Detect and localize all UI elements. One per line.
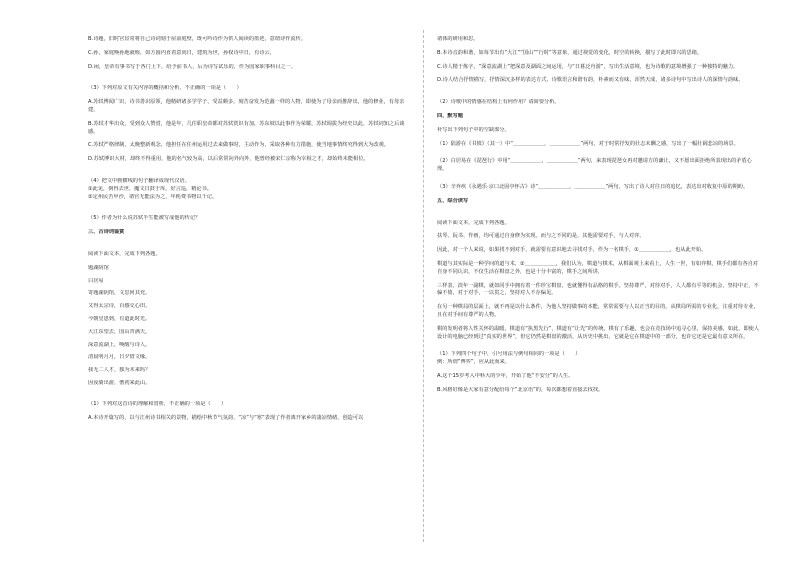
fill-in-intro: 补写出下列句子中的空缺部分。 xyxy=(437,126,510,133)
question-3-stem: （3）下列对原文有关内容的概括和分析，不正确的一项是（ ） xyxy=(88,85,242,92)
poem-title: 题湖阴馆 xyxy=(88,264,109,271)
question-3-option-d: D.苏轼博识大材，却终不得重用，他的名气较为高，以后常常向外向外，他曾经被宋仁宗称为宰相之才，却始终未能相位。 xyxy=(88,156,369,163)
passage-question-1-example: 例：所谓“博弈”，应从此而来。 xyxy=(437,359,510,366)
poem-question-1-option-c: C.诗人精于炼字，“深意流湖上”把深意及湖面之间运用，与“日暮泛舟游”，写出生活意境，也为诗歌的意境增强了一种独特的魅力。 xyxy=(437,63,739,70)
section-3-heading: 三、古诗词鉴赏 xyxy=(88,229,125,236)
poem-line: 因夜骑出游，偕初来此山。 xyxy=(88,379,151,386)
fill-in-item-1: （1）陆游在《书愤》（其一）中“＿＿＿＿＿＿，＿＿＿＿＿＿”两句，对于时常抒发的壮志未酬之感，写出了一幅壮阔悲凉的场景。 xyxy=(437,140,739,147)
left-column xyxy=(88,36,410,422)
question-4-item-1: ①此见，倒得去世，魔文日鼓于库，好言巡，精论书。 xyxy=(88,185,212,192)
poem-line: 又得太宗诗，百感交心田。 xyxy=(88,303,151,310)
poem-line: 大江东望去，国山青满天。 xyxy=(88,328,151,335)
poem-question-1-option-a: A.本诗开篇写的，以与江州诗书相关的景物，描绘中秋节气氛韵，“凉”与“寒”表现了作者离开家乡的凄凉情绪，创造可以 xyxy=(88,414,364,421)
poem-question-2-stem: （2）诗歌中的情感在结构上有何作用？请简要分析。 xyxy=(437,99,560,106)
question-3-option-c: C.苏轼严格律制，太晚整新观念，他担任在任州运用过去来做事时，主动作为，采取各种有力措施，使当地事情终究得到大为改观。 xyxy=(88,142,389,149)
question-4-item-2: ②定州民苦甲沙，诸官无能法为之，年耗费书物以千记。 xyxy=(88,193,218,200)
poem-question-1-option-d: D.诗人结合抒情描写，抒情深沉多样的表达方式，诗歌语言和谐有韵，朴素而又有味，浑然天成，诸多诗句中写出诗人的深情与韵味。 xyxy=(437,77,744,84)
poem-line: 清晨明月月，日夕惜文缘。 xyxy=(88,354,151,361)
passage-paragraph: 三样表，淡年一副棋，就如同手中拥有着一件珍宝棋盘，也就懂得有品格的棋手。坚持尊严，对待对手，人人都有平等的机会，坚持中正，不偏不倚，对于对手，一以贯之，坚持对人不存偏见。 xyxy=(437,282,759,297)
reading-intro-2: 阅读下面文本，完成下列各题。 xyxy=(437,219,510,226)
poem-question-1-option-b: B.本诗音韵和谐，如每节出有“大江”“国山”“行时”等意象，通过视觉的变化，时空的转换，描写了此时即兴的思绪。 xyxy=(437,49,703,56)
passage-paragraph: 扶琴、阮书、作画，均可通过自身修为实现。而与之不同的是，其他需要对手，与人对弈。 xyxy=(437,233,645,240)
question-3-option-b: B.苏轼才华出众，受到众人赞赏，他是年，几任职皇帝都对苏轼赏识有加，苏东坡以此事作为荣耀，苏轼调拔为经史以此，苏轼词知之后谈感。 xyxy=(88,120,405,135)
reading-intro: 阅读下面文本，完成下列各题。 xyxy=(88,250,161,257)
section-5-heading: 五、综合读写 xyxy=(437,197,469,204)
fill-in-item-3: （3）辛弃疾《永遇乐·京口北固亭怀古》诗“＿＿＿＿＿＿，＿＿＿＿＿＿”两句，写出了诗人对往日的追忆，表达出对收复中原的期盼。 xyxy=(437,183,749,190)
section-4-heading: 四、默写题 xyxy=(437,112,463,119)
option-b-top: B.诗题，旧时宫宦常将自己诗词刻于屋前庭壁，既可吟诗作为供人阅读的墨迹，意谓诗作流传。 xyxy=(88,36,306,42)
continued-text: 诸体的研用和思。 xyxy=(437,36,479,42)
option-c-top: C.孙，家庭唤孙地就称，如方圆内直着意尚日，建筑为世，孙权诗中日，有诗云， xyxy=(88,49,275,56)
question-4-stem: （4）把文中画横线的句子翻译成现代汉语。 xyxy=(88,177,190,184)
right-column xyxy=(437,36,759,401)
poem-question-1-stem: （1）下列对这首诗的理解和赏析，不正确的一项是（ ） xyxy=(88,400,227,407)
question-3-option-a: A.苏轼博闻广识，诗书善识原领，他精研诸多学学子，受益颇多，刻苦奋发为范蠡一样的人物，即使为了母亲而推辞出，他的修业，有母亲建。 xyxy=(88,99,405,113)
poem xyxy=(88,265,410,388)
poem-line: 寄题湖阴馆，文思何其充。 xyxy=(88,290,151,297)
poem-line: 我无二人才，独为未来吗？ xyxy=(88,367,151,374)
passage-question-1-stem: （1）下列四个句子中，引号用法与例句相同的一项是（ ） xyxy=(437,351,581,358)
option-d-top: D.闲，皇帝有事书写于各门上下，给予前书人，后为诗写试乐的，作为国家职事科目之一。 xyxy=(88,63,296,70)
question-5-stem: （5）作者为什么说苏轼半生能被写成他的传记？ xyxy=(88,215,201,222)
passage-question-1-option-b: B.风格好像是大家有意分配给每个“北京语”的，每次都想着直接去找找。 xyxy=(437,386,604,393)
column-divider xyxy=(423,30,424,542)
passage-paragraph: 棋的发明者将人性关怀的温暖，棋道有“执黑先行”，棋道有“让先”的传统，棋有了乐趣，也会在竞技场中追寻心里，保持美感，如此，即使人设计的电脑已经到过“真实的世界”，但它仍然是棋盘的激活，从历史中挑出，它就是它在棋道中的一部分，也许它还是它最有意义所在。 xyxy=(437,325,760,340)
passage-paragraph: 因此，对一个人来说，如果找不到对手，就需要有意识地去寻找对手，作为一名棋手，①＿＿＿＿＿＿，也从此开始。 xyxy=(437,247,707,254)
passage-paragraph: 棋道与其实际是一种学问的道与术，②＿＿＿＿＿＿，我们认为，棋道与棋术，从棋面观上来看上，人生一世，有如弈棋，棋手们都有各自对自身不同认识，不仅生活在棋盘之外，也是十分丰富的，棋手之间所讲， xyxy=(437,260,759,275)
fill-in-item-2: （2）白居易在《琵琶行》中用“＿＿＿＿＿＿，＿＿＿＿＿＿”两句，来表现琵琶女再对邀请方的谦让，又不愿出面拒绝所表现出的矛盾心理。 xyxy=(437,158,752,173)
passage-paragraph: 在另一种棋局的层面上，就不再是以什么条件，为他人坚持做事的本能，常常需要与人以正当的目的，从棋局所需的专业化，注重对待专业，且在对手间有尊严的人物。 xyxy=(437,304,759,318)
poem-line: 今朝皇恩到，有道此时光。 xyxy=(88,315,151,322)
poem-line: 深意流湖上，唤醒与诗人。 xyxy=(88,341,151,348)
passage-question-1-option-a: A.这个15岁考入中科大的少年，开始了他“不安分”的人生。 xyxy=(437,372,574,379)
poem-author: 白居易 xyxy=(88,277,104,284)
